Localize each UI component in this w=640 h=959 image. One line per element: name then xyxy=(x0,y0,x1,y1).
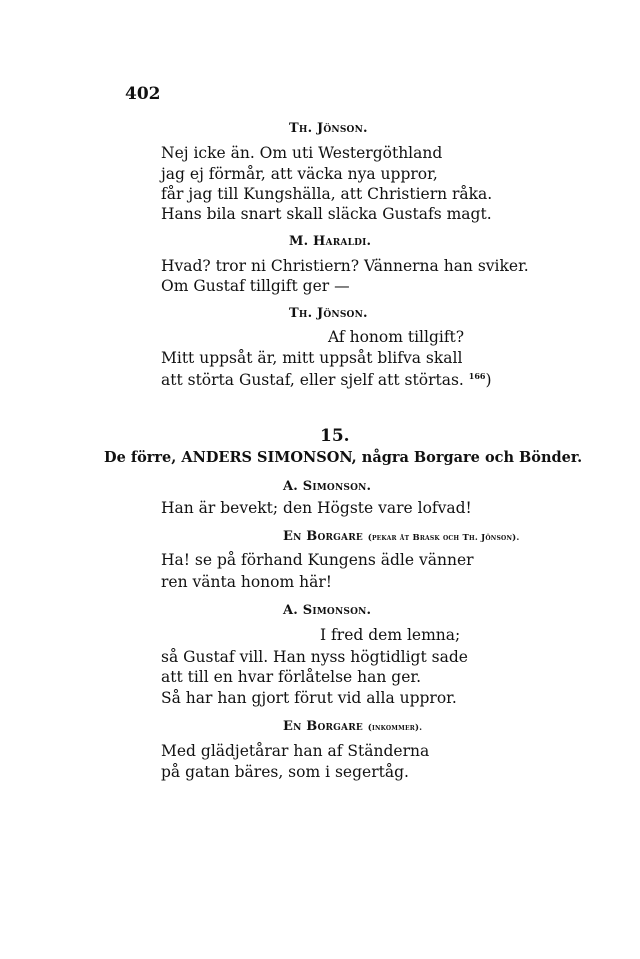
speaker-a-simonson: A. Simonson. xyxy=(283,479,372,494)
verse-line: I fred dem lemna; xyxy=(320,626,461,644)
speaker-en-borgare xyxy=(283,720,422,733)
verse-line: jag ej förmår, att väcka nya uppror, xyxy=(161,165,438,183)
verse-line: Med glädjetårar han af Ständerna xyxy=(161,742,430,760)
speaker-name: En Borgare xyxy=(283,719,363,734)
stage-direction: (inkommer). xyxy=(367,723,423,733)
speaker-name: En Borgare xyxy=(283,529,363,544)
verse-line: Så har han gjort förut vid alla uppror. xyxy=(161,689,457,707)
speaker-th-jonson: Th. Jönson. xyxy=(289,121,368,136)
speaker-en-borgare xyxy=(283,530,520,543)
verse-line: att störta Gustaf, eller sjelf att störtas. $^{166}$) xyxy=(161,371,492,389)
verse-line: på gatan bäres, som i segertåg. xyxy=(161,763,409,781)
speaker-m-haraldi: M. Haraldi. xyxy=(289,234,372,249)
speaker-th-jonson: Th. Jönson. xyxy=(289,306,368,321)
cast-list: De förre, ANDERS SIMONSON, några Borgare och Bönder. xyxy=(104,449,583,466)
stage-direction: (pekar åt Brask och Th. Jönson). xyxy=(367,533,520,543)
verse-line: Mitt uppsåt är, mitt uppsåt blifva skall xyxy=(161,349,463,367)
verse-line: så Gustaf vill. Han nyss högtidligt sade xyxy=(161,648,468,666)
page-number: 402 xyxy=(125,84,161,104)
footnote-marker: 166 xyxy=(468,371,486,381)
verse-line: Hans bila snart skall släcka Gustafs magt. xyxy=(161,205,492,223)
verse-line: Han är bevekt; den Högste vare lofvad! xyxy=(161,499,472,517)
verse-line: ren vänta honom här! xyxy=(161,573,332,591)
speaker-a-simonson: A. Simonson. xyxy=(283,603,372,618)
verse-text: att störta Gustaf, eller sjelf att störtas. xyxy=(161,371,464,389)
verse-line: Nej icke än. Om uti Westergöthland xyxy=(161,144,443,162)
verse-line: Ha! se på förhand Kungens ädle vänner xyxy=(161,551,474,569)
verse-line: får jag till Kungshälla, att Christiern råka. xyxy=(161,185,493,203)
verse-line: Hvad? tror ni Christiern? Vännerna han sviker. xyxy=(161,257,529,275)
verse-line: att till en hvar förlåtelse han ger. xyxy=(161,668,422,686)
verse-line: Om Gustaf tillgift ger — xyxy=(161,277,350,295)
verse-line: Af honom tillgift? xyxy=(328,328,465,346)
scene-number: 15. xyxy=(320,426,350,446)
